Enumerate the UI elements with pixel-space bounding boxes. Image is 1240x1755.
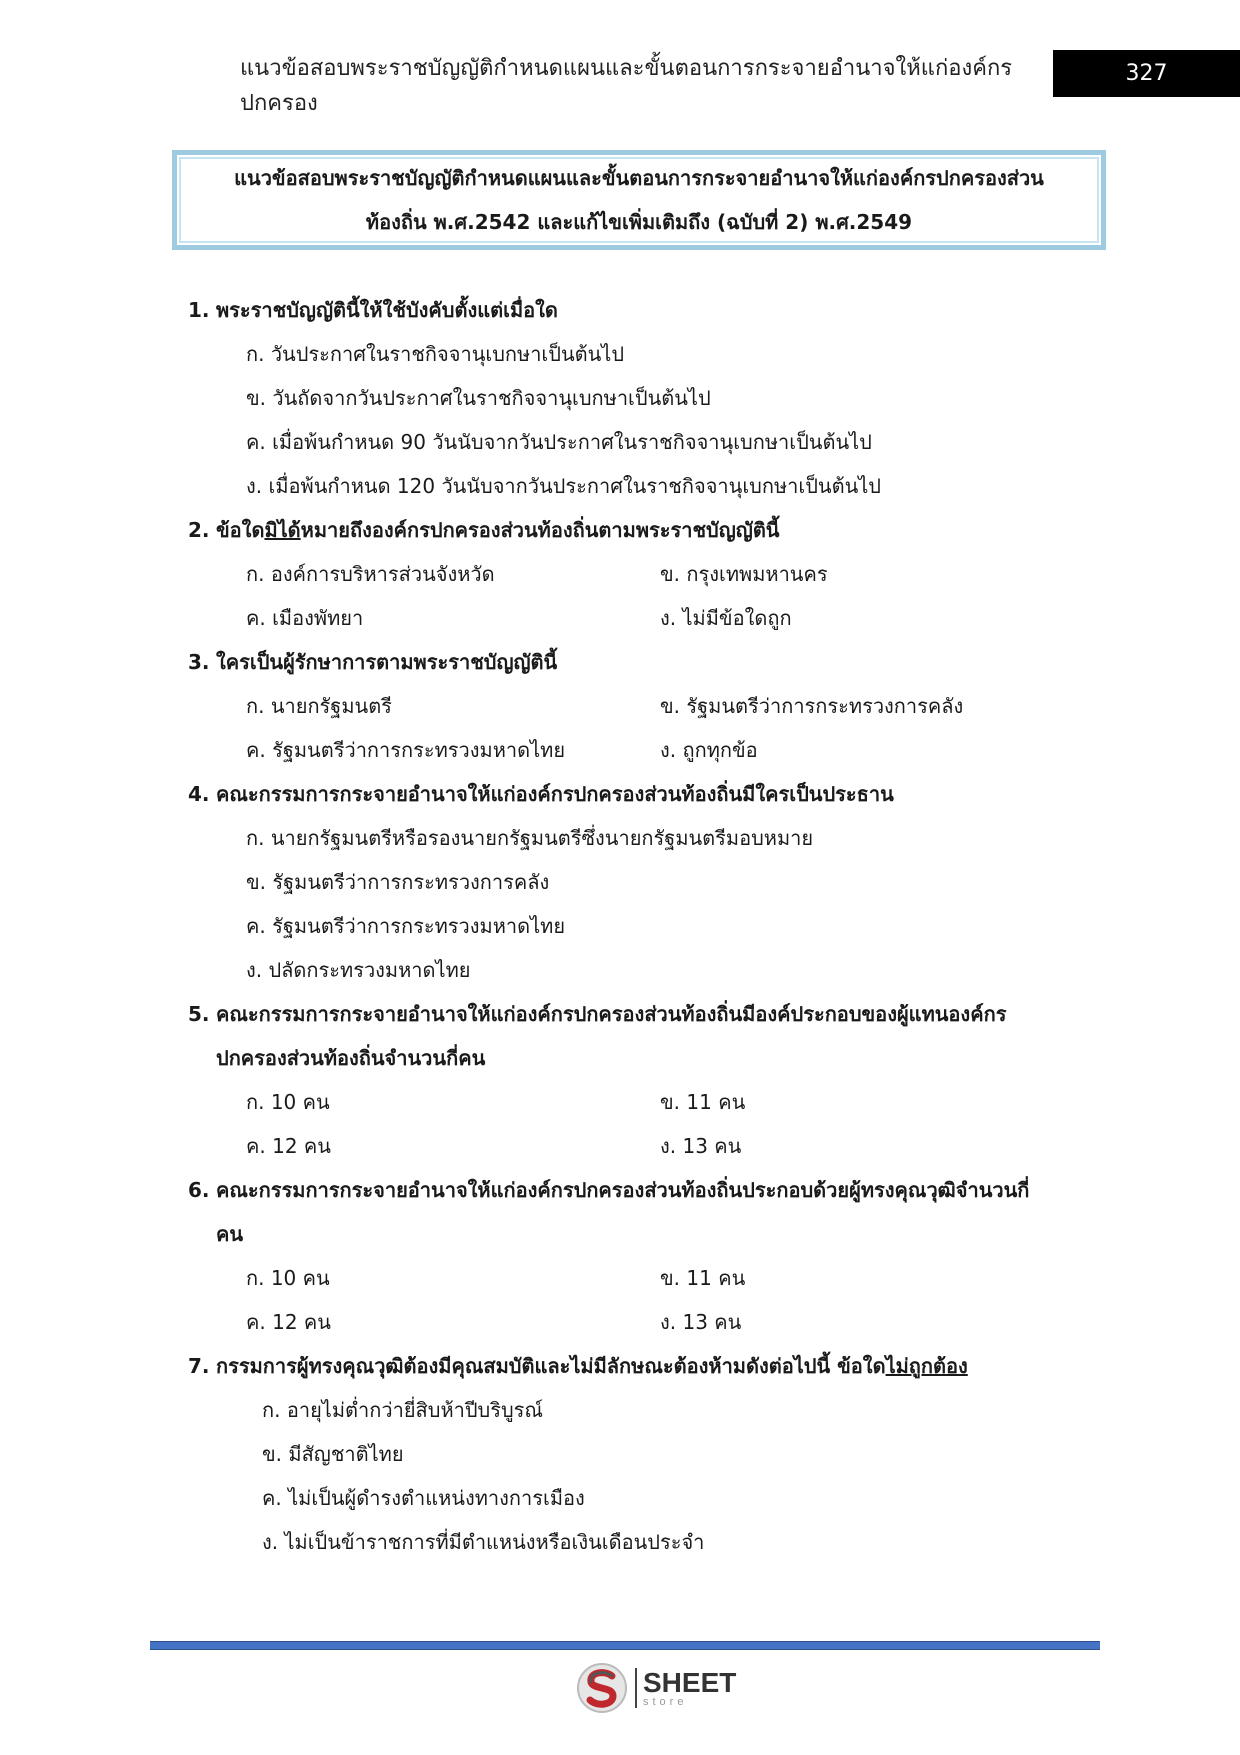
question-text-continued: คน [216,1222,244,1246]
question-text-pre: ข้อใด [216,518,265,542]
option-d: ง. ไม่มีข้อใดถูก [660,606,792,630]
question-text-continued: ปกครองส่วนท้องถิ่นจำนวนกี่คน [216,1046,486,1070]
running-header-title: แนวข้อสอบพระราชบัญญัติกำหนดแผนและขั้นตอนการกระจายอำนาจให้แก่องค์กรปกครอง [240,56,1013,116]
logo-wordmark [643,1666,737,1708]
question-text: คณะกรรมการกระจายอำนาจให้แก่องค์กรปกครองส่วนท้องถิ่นประกอบด้วยผู้ทรงคุณวุฒิจำนวนกี่ [216,1178,1030,1202]
question-text-pre: กรรมการผู้ทรงคุณวุฒิต้องมีคุณสมบัติและไม่มีลักษณะต้องห้ามดังต่อไปนี้ ข้อใด [216,1354,886,1378]
option-a: ก. นายกรัฐมนตรี [246,694,392,718]
option-b: ข. 11 คน [660,1266,746,1290]
title-box [172,150,1106,250]
option-b: ข. 11 คน [660,1090,746,1114]
option-b: ข. กรุงเทพมหานคร [660,562,828,586]
option-c: ค. 12 คน [246,1134,331,1158]
option-d: ง. เมื่อพ้นกำหนด 120 วันนับจากวันประกาศในราชกิจจานุเบกษาเป็นต้นไป [246,474,881,498]
question-text: คณะกรรมการกระจายอำนาจให้แก่องค์กรปกครองส่วนท้องถิ่นมีใครเป็นประธาน [216,782,894,806]
option-c: ค. รัฐมนตรีว่าการกระทรวงมหาดไทย [246,914,566,938]
option-c: ค. ไม่เป็นผู้ดำรงตำแหน่งทางการเมือง [262,1486,585,1510]
option-d: ง. ไม่เป็นข้าราชการที่มีตำแหน่งหรือเงินเดือนประจำ [262,1530,705,1554]
question-number: 7. [188,1354,210,1378]
footer-divider-bar [150,1641,1100,1650]
sheet-store-logo [575,1660,745,1716]
question-number: 5. [188,1002,210,1026]
question-text: คณะกรรมการกระจายอำนาจให้แก่องค์กรปกครองส่วนท้องถิ่นมีองค์ประกอบของผู้แทนองค์กร [216,1002,1007,1026]
question-2 [188,516,779,544]
option-b: ข. รัฐมนตรีว่าการกระทรวงการคลัง [246,870,550,894]
option-a: ก. นายกรัฐมนตรีหรือรองนายกรัฐมนตรีซึ่งนายกรัฐมนตรีมอบหมาย [246,826,814,850]
question-number: 4. [188,782,210,806]
question-number: 6. [188,1178,210,1202]
title-line-2: ท้องถิ่น พ.ศ.2542 และแก้ไขเพิ่มเติมถึง (ฉบับที่ 2) พ.ศ.2549 [365,210,913,234]
option-a: ก. อายุไม่ต่ำกว่ายี่สิบห้าปีบริบูรณ์ [262,1398,543,1422]
question-text: พระราชบัญญัตินี้ให้ใช้บังคับตั้งแต่เมื่อใด [216,298,558,322]
question-text-post: หมายถึงองค์กรปกครองส่วนท้องถิ่นตามพระราชบัญญัตินี้ [300,518,780,542]
question-7 [188,1352,968,1380]
page-number: 327 [1053,50,1240,97]
logo-subtext: store [643,1695,688,1708]
question-3 [188,648,557,676]
option-b: ข. วันถัดจากวันประกาศในราชกิจจานุเบกษาเป็นต้นไป [246,386,711,410]
option-a: ก. องค์การบริหารส่วนจังหวัด [246,562,495,586]
option-c: ค. เมื่อพ้นกำหนด 90 วันนับจากวันประกาศในราชกิจจานุเบกษาเป็นต้นไป [246,430,872,454]
question-text-underline: ไม่ถูกต้อง [885,1354,968,1378]
option-c: ค. รัฐมนตรีว่าการกระทรวงมหาดไทย [246,738,566,762]
option-c: ค. 12 คน [246,1310,331,1334]
question-text-underline: มิได้ [264,518,301,542]
question-number: 3. [188,650,210,674]
question-number: 2. [188,518,210,542]
option-d: ง. 13 คน [660,1134,742,1158]
option-b: ข. รัฐมนตรีว่าการกระทรวงการคลัง [660,694,964,718]
question-5 [188,1000,1007,1070]
option-d: ง. ถูกทุกข้อ [660,738,758,762]
option-b: ข. มีสัญชาติไทย [262,1442,404,1466]
question-number: 1. [188,298,210,322]
option-a: ก. 10 คน [246,1090,330,1114]
question-1 [188,296,558,324]
option-d: ง. ปลัดกระทรวงมหาดไทย [246,958,471,982]
question-text: ใครเป็นผู้รักษาการตามพระราชบัญญัตินี้ [216,650,558,674]
option-a: ก. 10 คน [246,1266,330,1290]
title-line-1: แนวข้อสอบพระราชบัญญัติกำหนดแผนและขั้นตอนการกระจายอำนาจให้แก่องค์กรปกครองส่วน [234,166,1044,190]
option-c: ค. เมืองพัทยา [246,606,364,630]
logo-text: SHEET [643,1666,737,1698]
option-a: ก. วันประกาศในราชกิจจานุเบกษาเป็นต้นไป [246,342,625,366]
option-d: ง. 13 คน [660,1310,742,1334]
question-6 [188,1176,1030,1246]
logo-s-icon [575,1661,629,1715]
question-4 [188,780,894,808]
logo-divider [635,1668,637,1708]
